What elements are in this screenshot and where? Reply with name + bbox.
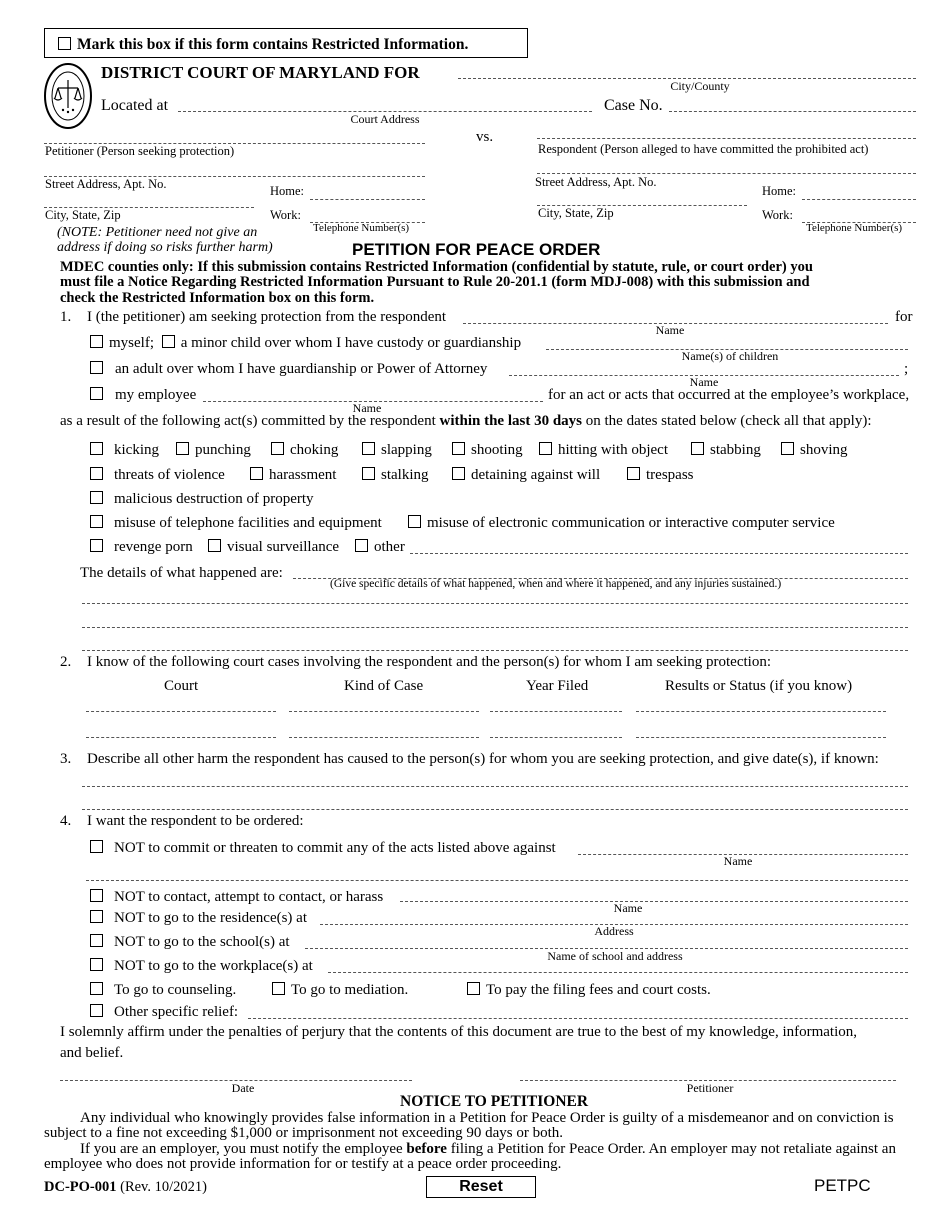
details-label: The details of what happened are: (80, 565, 283, 581)
acts-intro-bold: within the last 30 days (439, 413, 583, 429)
order-counseling (90, 982, 236, 999)
not-commit-name-caption: Name (723, 854, 753, 868)
respondent-phone-caption: Telephone Number(s) (806, 222, 903, 234)
order-checkbox[interactable] (90, 910, 103, 923)
section4-number: 4. (60, 813, 72, 829)
notice-p2-pre: If you are an employer, you must notify the employee (80, 1141, 403, 1157)
act-label: harassment (269, 467, 337, 483)
not-contact-name-caption: Name (613, 901, 643, 915)
employee-tail: for an act or acts that occurred at the employee’s workplace, (548, 387, 910, 403)
mdec-notice-line2: must file a Notice Regarding Restricted Information Pursuant to Rule 20-201.1 (form MDJ-008) with this submission and (60, 274, 810, 290)
act-checkbox[interactable] (781, 442, 794, 455)
details-caption: (Give specific details of what happened, when and where it happened, and any injuries sustained.) (330, 578, 782, 590)
order-fees (467, 982, 711, 999)
act-slapping (362, 442, 432, 459)
section3-text: Describe all other harm the respondent has caused to the person(s) for whom you are seeking protection, and give date(s), if known: (87, 751, 879, 767)
order-workplace (90, 958, 313, 975)
act-misuse-electronic (408, 515, 835, 532)
respondent-work-label: Work: (762, 208, 793, 222)
act-checkbox[interactable] (250, 467, 263, 480)
minor-child-label: a minor child over whom I have custody or guardianship (180, 335, 522, 351)
order-label: NOT to go to the school(s) at (114, 934, 290, 950)
respondent-name-field[interactable] (537, 138, 916, 139)
notice-p1-line2: subject to a fine not exceeding $1,000 or imprisonment not exceeding 90 days or both. (44, 1125, 564, 1141)
act-visual (208, 539, 339, 556)
act-label: stabbing (710, 442, 761, 458)
form-code: PETPC (814, 1176, 871, 1195)
notice-p2-post: filing a Petition for Peace Order. An employer may not retaliate against an (450, 1141, 896, 1157)
order-label: Other specific relief: (114, 1004, 239, 1020)
petitioner-city-caption: City, State, Zip (45, 208, 121, 222)
order-checkbox[interactable] (90, 1004, 103, 1017)
notice-p2-line2: employee who does not provide information for or testify at a peace order proceeding. (44, 1156, 562, 1172)
acts-intro-post: on the dates stated below (check all that apply): (585, 413, 872, 429)
case-kind-field[interactable] (289, 737, 479, 738)
case-no-label: Case No. (604, 97, 663, 114)
act-misuse-phone (90, 515, 382, 532)
adult-checkbox[interactable] (90, 361, 103, 374)
restricted-info-row (58, 36, 468, 54)
act-label: trespass (646, 467, 694, 483)
act-checkbox[interactable] (539, 442, 552, 455)
section3-number: 3. (60, 751, 72, 767)
court-seal-icon (43, 62, 93, 130)
employee-label: my employee (115, 387, 197, 403)
order-label: NOT to commit or threaten to commit any of the acts listed above against (114, 840, 556, 856)
details-field-3[interactable] (82, 627, 908, 628)
petitioner-work-label: Work: (270, 208, 301, 222)
act-label: revenge porn (114, 539, 193, 555)
case-court-field[interactable] (86, 711, 276, 712)
order-residence (90, 910, 307, 927)
respondent-street-field[interactable] (537, 173, 916, 174)
court-address-caption: Court Address (350, 112, 420, 126)
col-kind: Kind of Case (344, 678, 424, 694)
act-label: malicious destruction of property (114, 491, 314, 507)
act-label: kicking (114, 442, 159, 458)
act-label: threats of violence (114, 467, 225, 483)
minor-child-checkbox[interactable] (162, 335, 175, 348)
case-results-field[interactable] (636, 711, 886, 712)
order-label: NOT to go to the residence(s) at (114, 910, 308, 926)
order-checkbox[interactable] (272, 982, 285, 995)
other-harm-field-2[interactable] (82, 809, 908, 810)
affirm-line2: and belief. (60, 1045, 124, 1061)
act-checkbox[interactable] (355, 539, 368, 552)
order-school (90, 934, 290, 951)
section1-name-caption: Name (655, 323, 685, 337)
case-no-field[interactable] (669, 111, 916, 112)
section1-number: 1. (60, 309, 72, 325)
notice-p2-bold: before (406, 1141, 447, 1157)
act-kicking (90, 442, 159, 459)
vs-label: vs. (476, 129, 494, 145)
act-label: misuse of electronic communication or interactive computer service (427, 515, 835, 531)
order-checkbox[interactable] (90, 982, 103, 995)
not-commit-name-field-2[interactable] (86, 880, 908, 881)
act-label: choking (290, 442, 339, 458)
act-checkbox[interactable] (452, 442, 465, 455)
section1-for: for (895, 309, 913, 325)
section2-text: I know of the following court cases involving the respondent and the person(s) for whom I am seeking protection: (87, 654, 772, 670)
acts-intro (60, 413, 872, 430)
petitioner-home-label: Home: (270, 184, 305, 198)
act-choking (271, 442, 338, 459)
col-year: Year Filed (526, 678, 589, 694)
order-label: To go to mediation. (291, 982, 409, 998)
myself-label: myself; (109, 335, 154, 351)
act-malicious (90, 491, 314, 508)
details-field-2[interactable] (82, 603, 908, 604)
act-checkbox[interactable] (208, 539, 221, 552)
act-checkbox[interactable] (271, 442, 284, 455)
petitioner-note-line2: address if doing so risks further harm) (57, 240, 273, 255)
order-checkbox[interactable] (467, 982, 480, 995)
school-caption: Name of school and address (547, 949, 683, 963)
respondent-street-caption: Street Address, Apt. No. (535, 175, 657, 189)
case-court-field[interactable] (86, 737, 276, 738)
employee-checkbox[interactable] (90, 387, 103, 400)
affirm-line1: I solemnly affirm under the penalties of perjury that the contents of this document are true to the best of my knowledge, information, (60, 1024, 858, 1040)
act-checkbox[interactable] (90, 539, 103, 552)
act-label: detaining against will (471, 467, 601, 483)
act-checkbox[interactable] (176, 442, 189, 455)
children-caption: Name(s) of children (681, 349, 779, 363)
act-checkbox[interactable] (627, 467, 640, 480)
act-stalking (362, 467, 429, 484)
case-year-field[interactable] (490, 711, 622, 712)
act-label: hitting with object (558, 442, 668, 458)
respondent-home-phone-field[interactable] (802, 199, 916, 200)
workplace-address-field[interactable] (328, 972, 908, 973)
restricted-info-label: Mark this box if this form contains Restricted Information. (77, 36, 469, 53)
case-results-field[interactable] (636, 737, 886, 738)
petitioner-note-line1: (NOTE: Petitioner need not give an (57, 225, 258, 240)
date-caption: Date (231, 1081, 255, 1095)
order-other-relief (90, 1004, 238, 1021)
act-shoving (781, 442, 848, 459)
act-label: punching (195, 442, 251, 458)
form-revision: (Rev. 10/2021) (120, 1179, 207, 1195)
act-label: misuse of telephone facilities and equipment (114, 515, 382, 531)
act-checkbox[interactable] (90, 515, 103, 528)
respondent-caption: Respondent (Person alleged to have committed the prohibited act) (538, 142, 869, 156)
act-label: other (374, 539, 405, 555)
adult-label: an adult over whom I have guardianship or Power of Attorney (115, 361, 488, 377)
order-label: NOT to contact, attempt to contact, or harass (114, 889, 384, 905)
act-checkbox[interactable] (90, 467, 103, 480)
act-checkbox[interactable] (90, 491, 103, 504)
court-title: DISTRICT COURT OF MARYLAND FOR (101, 63, 420, 82)
myself-checkbox[interactable] (90, 335, 103, 348)
act-checkbox[interactable] (408, 515, 421, 528)
act-checkbox[interactable] (691, 442, 704, 455)
act-other-field[interactable] (410, 553, 908, 554)
case-kind-field[interactable] (289, 711, 479, 712)
act-checkbox[interactable] (452, 467, 465, 480)
act-checkbox[interactable] (90, 442, 103, 455)
adult-row (90, 361, 487, 378)
case-year-field[interactable] (490, 737, 622, 738)
order-not-commit (90, 840, 556, 857)
section1-intro: I (the petitioner) am seeking protection from the respondent (87, 309, 447, 325)
act-revenge (90, 539, 193, 556)
act-stabbing (691, 442, 761, 459)
act-harassment (250, 467, 336, 484)
petitioner-phone-caption: Telephone Number(s) (313, 222, 410, 234)
act-label: stalking (381, 467, 429, 483)
order-mediation (272, 982, 408, 999)
act-hitting (539, 442, 668, 459)
act-label: shoving (800, 442, 848, 458)
myself-row (90, 335, 521, 352)
section2-number: 2. (60, 654, 72, 670)
act-threats (90, 467, 225, 484)
order-checkbox[interactable] (90, 934, 103, 947)
order-checkbox[interactable] (90, 840, 103, 853)
order-label: To pay the filing fees and court costs. (486, 982, 711, 998)
employee-name-caption: Name (352, 401, 382, 415)
adult-name-caption: Name (689, 375, 719, 389)
notice-title: NOTICE TO PETITIONER (400, 1093, 589, 1110)
act-label: visual surveillance (227, 539, 340, 555)
city-county-caption: City/County (670, 79, 730, 93)
details-field-4[interactable] (82, 650, 908, 651)
mdec-notice-line1: MDEC counties only: If this submission contains Restricted Information (confidential by statute, rule, or court order) you (60, 259, 813, 275)
acts-intro-pre: as a result of the following act(s) committed by the respondent (60, 413, 436, 429)
petitioner-caption: Petitioner (Person seeking protection) (45, 144, 235, 158)
act-other (355, 539, 405, 556)
notice-p1-line1: Any individual who knowingly provides false information in a Petition for Peace Order is guilty of a misdemeanor and on conviction is (80, 1110, 894, 1126)
form-number (44, 1179, 207, 1196)
act-checkbox[interactable] (362, 467, 375, 480)
col-results: Results or Status (if you know) (665, 678, 853, 694)
petitioner-signature-caption: Petitioner (686, 1081, 734, 1095)
section4-text: I want the respondent to be ordered: (87, 813, 304, 829)
petitioner-home-phone-field[interactable] (310, 199, 425, 200)
act-shooting (452, 442, 523, 459)
form-number-code: DC-PO-001 (44, 1179, 117, 1195)
petitioner-street-caption: Street Address, Apt. No. (45, 177, 167, 191)
order-checkbox[interactable] (90, 889, 103, 902)
act-trespass (627, 467, 694, 484)
order-not-contact (90, 889, 383, 906)
respondent-city-caption: City, State, Zip (538, 206, 614, 220)
act-label: slapping (381, 442, 432, 458)
restricted-info-checkbox[interactable] (58, 37, 71, 50)
other-harm-field-1[interactable] (82, 786, 908, 787)
act-detaining (452, 467, 600, 484)
order-label: NOT to go to the workplace(s) at (114, 958, 313, 974)
order-label: To go to counseling. (114, 982, 237, 998)
located-at-label: Located at (101, 97, 169, 114)
act-punching (176, 442, 251, 459)
other-relief-field[interactable] (248, 1018, 908, 1019)
reset-button[interactable]: Reset (426, 1176, 536, 1198)
employee-row (90, 387, 196, 404)
respondent-home-label: Home: (762, 184, 797, 198)
adult-semicolon: ; (904, 361, 909, 377)
col-court: Court (164, 678, 199, 694)
residence-address-caption: Address (594, 924, 634, 938)
form-title: PETITION FOR PEACE ORDER (352, 240, 601, 259)
act-label: shooting (471, 442, 523, 458)
mdec-notice-line3: check the Restricted Information box on this form. (60, 290, 375, 306)
act-checkbox[interactable] (362, 442, 375, 455)
order-checkbox[interactable] (90, 958, 103, 971)
